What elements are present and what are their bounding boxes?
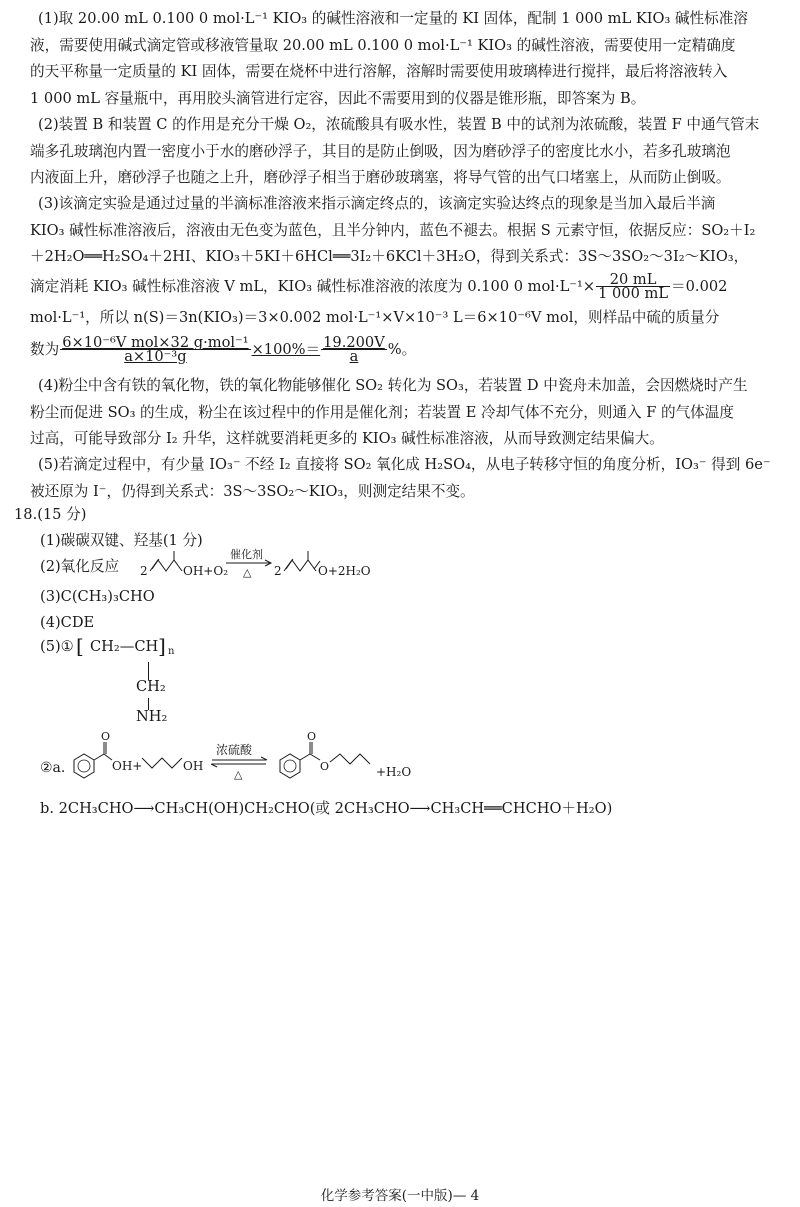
answer-3-line: ＋2H₂O══H₂SO₄＋2HI、KIO₃＋5KI＋6HCl══3I₂＋6KCl＋3H₂O，得到关系式：3S～3SO₂～3I₂～KIO₃，	[30, 248, 749, 265]
butanol-skeleton	[142, 758, 182, 768]
answer-1-line: (1)取 20.00 mL 0.100 0 mol·L⁻¹ KIO₃ 的碱性溶液和一定量的 KI 固体，配制 1 000 mL KIO₃ 碱性标准溶	[38, 10, 748, 27]
answer-3-line: (3)该滴定实验是通过过量的半滴标准溶液来指示滴定终点的，该滴定实验达终点的现象是当加入最后半滴	[38, 195, 716, 212]
reactant-double-bond	[152, 559, 159, 569]
polymer-open-bracket: [	[76, 634, 84, 658]
mass-fraction-formula: $\frac{\text{6×10⁻⁶V mol×32 g·mol⁻¹}}{\text{a×10⁻³g}}$	[62, 334, 249, 365]
answer-4	[0, 373, 800, 453]
answer-5-line: (5)若滴定过程中，有少量 IO₃⁻ 不经 I₂ 直接将 SO₂ 氧化成 H₂SO₄，从电子转移守恒的角度分析，IO₃⁻ 得到 6e⁻	[38, 456, 771, 473]
polymer-n: n	[168, 646, 175, 657]
ester-alkyl-chain	[330, 754, 370, 764]
answer-1-line: 液，需要使用碱式滴定管或移液管量取 20.00 mL 0.100 0 mol·L⁻¹ KIO₃ 的碱性溶液，需要使用一定精确度	[30, 36, 736, 54]
benzene-ring-1-inner	[78, 760, 90, 772]
coefficient-2: 2	[140, 564, 148, 578]
q18-answer-1: (1)碳碳双键、羟基(1 分)	[40, 532, 203, 549]
answer-1-line: 的天平称量一定质量的 KI 固体，需要在烧杯中进行溶解，溶解时需要使用玻璃棒进行搅拌，最后将溶液转入	[30, 63, 728, 80]
heat-symbol-2: △	[234, 768, 243, 781]
reactant-oh-o2: OH+O₂	[183, 564, 229, 578]
answer-3-line: KIO₃ 碱性标准溶液后，溶液由无色变为蓝色，且半分钟内，蓝色不褪去。根据 S 元素守恒，依据反应：SO₂＋I₂	[30, 221, 756, 239]
answer-5-line: 被还原为 I⁻，仍得到关系式：3S～3SO₂～KIO₃，则测定结果不变。	[30, 482, 475, 500]
b2-label: ②a.	[40, 760, 66, 776]
answer-3-line: mol·L⁻¹，所以 n(S)＝3n(KIO₃)＝3×0.002 mol·L⁻¹×V×10⁻³ L＝6×10⁻⁶V mol，则样品中硫的质量分	[30, 308, 720, 326]
answer-3	[0, 191, 800, 367]
concentration-fraction: $\frac{20 mL}{1 000 mL}$	[598, 271, 669, 302]
answer-4-line: 粉尘而促进 SO₃ 的生成，粉尘在该过程中的作用是催化剂；若装置 E 冷却气体不充分，则通入 F 的气体温度	[30, 403, 734, 421]
acid-oh-plus: OH+	[112, 759, 143, 773]
butanol-oh: OH	[183, 759, 204, 773]
answer-3-line-fraction: 滴定消耗 KIO₃ 碱性标准溶液 V mL，KIO₃ 碱性标准溶液的浓度为 0.100 0 mol·L⁻¹× $\frac{20 mL}{1 000 mL}$ ＝0.002	[30, 271, 728, 302]
conc-sulfuric-acid-label: 浓硫酸	[216, 743, 253, 757]
answer-3-line-formula: 数为 $\frac{\text{6×10⁻⁶V mol×32 g·mol⁻¹}}{\text{a×10⁻³g}}$ ×100%＝ $\frac{19.200V}{a}$ %。	[30, 334, 417, 365]
product-double-bond	[286, 559, 293, 569]
q18-answer-4: (4)CDE	[40, 614, 95, 631]
answer-2-line: (2)装置 B 和装置 C 的作用是充分干燥 O₂，浓硫酸具有吸水性，装置 B 中的试剂为浓硫酸，装置 F 中通气管末	[38, 116, 760, 133]
answer-2-line: 端多孔玻璃泡内置一密度小于水的磨砂浮子，其目的是防止倒吸，因为磨砂浮子的密度比水小，若多孔玻璃泡	[30, 142, 731, 160]
answer-1-line: 1 000 mL 容量瓶中，再用胶头滴管进行定容，因此不需要用到的仪器是锥形瓶，即答案为 B。	[30, 89, 646, 107]
benzene-ring-2	[280, 754, 300, 778]
q18-answer-5b: b. 2CH₃CHO⟶CH₃CH(OH)CH₂CHO(或 2CH₃CHO⟶CH₃CH══CHCHO＋H₂O)	[40, 800, 613, 817]
benzene-ring-1	[74, 754, 94, 778]
polymer-main-chain: CH₂—CH	[90, 638, 159, 655]
heat-symbol: △	[243, 566, 252, 579]
answer-5	[0, 452, 800, 505]
product-o-h2o: O+2H₂O	[318, 564, 371, 578]
polymer-nh2: NH₂	[136, 708, 168, 725]
oxidation-reaction-diagram	[138, 547, 398, 581]
polymer-ch2: CH₂	[136, 678, 166, 695]
polymer-close-bracket: ]	[158, 634, 166, 658]
answer-2	[0, 112, 800, 192]
acid-carbonyl-carbon-bond	[94, 754, 104, 760]
esterification-diagram	[40, 730, 460, 790]
coefficient-2-product: 2	[274, 564, 282, 578]
answer-4-line: (4)粉尘中含有铁的氧化物，铁的氧化物能够催化 SO₂ 转化为 SO₃，若装置 D 中瓷舟未加盖，会因燃烧时产生	[38, 377, 748, 394]
acid-c-oh-bond	[104, 754, 112, 760]
ester-h2o: +H₂O	[376, 765, 412, 779]
ester-o: O	[320, 760, 330, 773]
answer-4-line: 过高，可能导致部分 I₂ 升华，这样就要消耗更多的 KIO₃ 碱性标准溶液，从而导致测定结果偏大。	[30, 430, 664, 447]
question-18-header: 18.(15 分)	[14, 506, 87, 523]
result-fraction: $\frac{19.200V}{a}$	[323, 334, 385, 365]
q18-answer-2-label: (2)氧化反应	[40, 558, 120, 575]
ester-carbonyl-bond	[300, 754, 310, 760]
answer-2-line: 内液面上升，磨砂浮子也随之上升，磨砂浮子相当于磨砂玻璃塞，将导气管的出气口堵塞上，从而防止倒吸。	[30, 169, 731, 186]
answer-1	[0, 6, 800, 112]
benzene-ring-2-inner	[284, 760, 296, 772]
q18-answer-5-label: (5)①	[40, 638, 74, 655]
ester-c-o-single	[310, 754, 320, 760]
page-footer: 化学参考答案(一中版)— 4	[320, 1188, 480, 1204]
acid-o: O	[101, 730, 111, 743]
ester-carbonyl-o: O	[307, 730, 317, 743]
catalyst-label: 催化剂	[230, 548, 263, 561]
q18-answer-3: (3)C(CH₃)₃CHO	[40, 588, 155, 605]
